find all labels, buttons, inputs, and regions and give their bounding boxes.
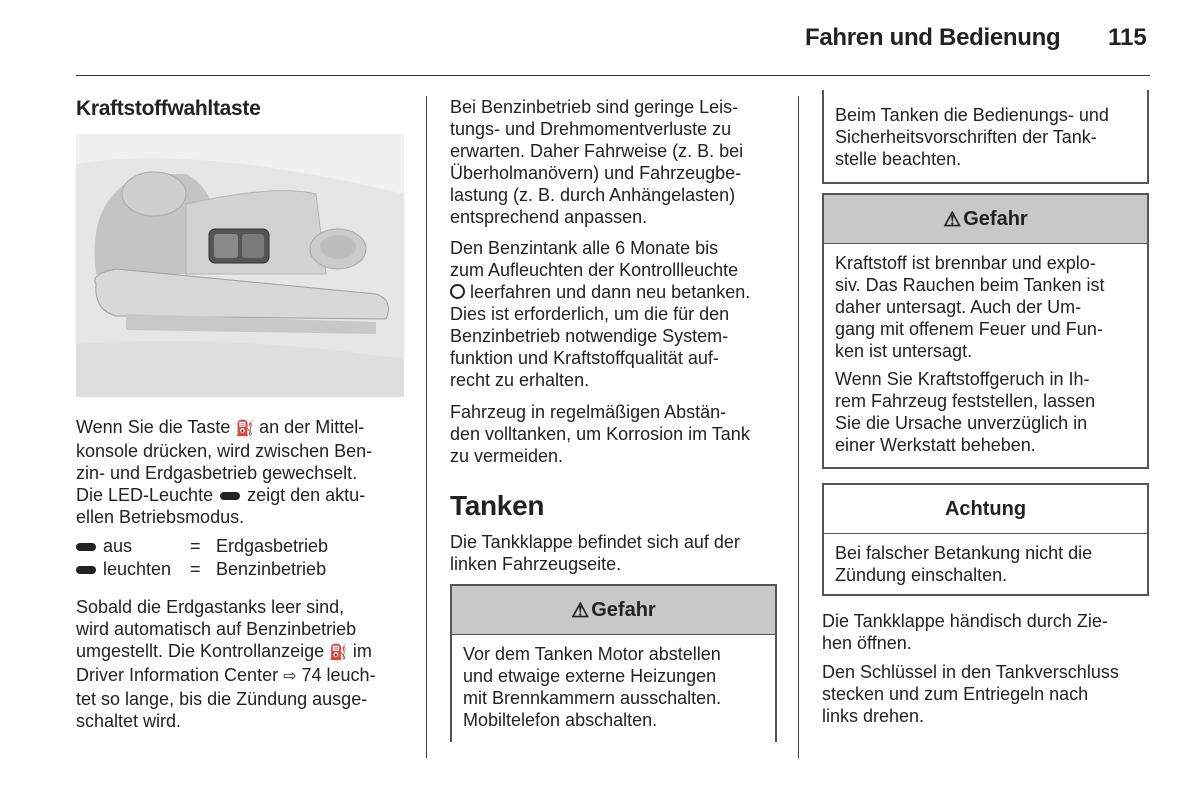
fuel-pump-icon: ⛽ [235,420,255,437]
danger-box-refuelling [450,584,777,742]
warning-triangle-icon: ⚠ [571,599,590,622]
danger-box-fuel [822,193,1149,469]
notice-box-body: Beim Tanken die Bedienungs- und Sicherheitsvorschriften der Tank- stelle beachten. [835,105,1109,169]
led-pill-icon [220,492,240,500]
fuel-flap-location-paragraph: Die Tankklappe befindet sich auf der linken Fahrzeugseite. [450,532,740,574]
console-illustration [76,134,404,397]
refuel-regularly-paragraph: Fahrzeug in regelmäßigen Abstän- den volltanken, um Korrosion im Tank zu vermeiden. [450,402,750,466]
danger-box-body: Vor dem Tanken Motor abstellen und etwaige externe Heizungen mit Brennkammern ausschalten. Mobiltelefon abschalten. [463,644,722,730]
intro-paragraph: Wenn Sie die Taste ⛽ an der Mittel- konsole drücken, wird zwischen Ben- zin- und Erdgasbetrieb gewechselt. Die LED-Leuchte zeigt den aktu- ellen Betriebsmodus. [76,417,373,527]
led-pill-icon [76,543,96,551]
center-console-photo [76,134,404,397]
petrol-mode-paragraph: Bei Benzinbetrieb sind geringe Leis- tungs- und Drehmomentverluste zu erwarten. Daher Fahrweise (z. B. bei Überholmanövern) und Fahrzeugbe- lastung (z. B. durch Anhängelasten) entsprechend anpassen. [450,97,744,227]
fuel-pump-icon: ⛽ [329,644,348,661]
notice-box-continued [822,90,1149,184]
column-divider-1 [426,96,427,758]
caution-box-header: Achtung [824,485,1147,534]
page-number: 115 [1108,24,1147,51]
open-flap-paragraph: Die Tankklappe händisch durch Zie- hen öffnen. [822,611,1108,653]
legend-row: aus = Erdgasbetrieb [76,535,416,558]
chapter-title: Fahren und Bedienung [805,24,1061,51]
caution-box [822,483,1149,596]
danger-box-header: ⚠ Gefahr [452,586,775,635]
section-heading-refuelling: Tanken [450,490,545,521]
warning-triangle-icon: ⚠ [943,208,962,231]
unlock-cap-paragraph: Den Schlüssel in den Tankverschluss stecken und zum Entriegeln nach links drehen. [822,662,1119,726]
section-heading-fuel-selector: Kraftstoffwahltaste [76,97,261,120]
automatic-switch-paragraph: Sobald die Erdgastanks leer sind, wird automatisch auf Benzinbetrieb umgestellt. Die Kontrollanzeige ⛽ im Driver Information Center ⇨ 74 leuch- tet so lange, bis die Zündung ausge- schaltet wird. [76,597,376,731]
danger-box-body: Kraftstoff ist brennbar und explo- siv. Das Rauchen beim Tanken ist daher untersagt. Auch der Um- gang mit offenem Feuer und Fun- ken ist untersagt. Wenn Sie Kraftstoffgeruch in Ih- rem Fahrzeug feststellen, lassen Sie die Ursache unverzüglich in einer Werkstatt beheben. [835,253,1105,455]
page-reference-arrow-icon: ⇨ [283,668,297,685]
petrol-tank-paragraph: Den Benzintank alle 6 Monate bis zum Aufleuchten der Kontrollleuchte leerfahren und dann neu betanken. Dies ist erforderlich, um die für den Benzinbetrieb notwendige System- funktion und Kraftstoffqualität auf- recht zu erhalten. [450,238,751,390]
caution-box-body: Bei falscher Betankung nicht die Zündung einschalten. [835,543,1093,585]
header-divider [76,75,1150,76]
column-divider-2 [798,96,799,758]
led-legend [76,535,416,581]
legend-row: leuchten = Benzinbetrieb [76,558,416,581]
led-pill-icon [76,566,96,574]
warning-ring-icon [450,284,465,299]
danger-box-header: ⚠ Gefahr [824,195,1147,244]
